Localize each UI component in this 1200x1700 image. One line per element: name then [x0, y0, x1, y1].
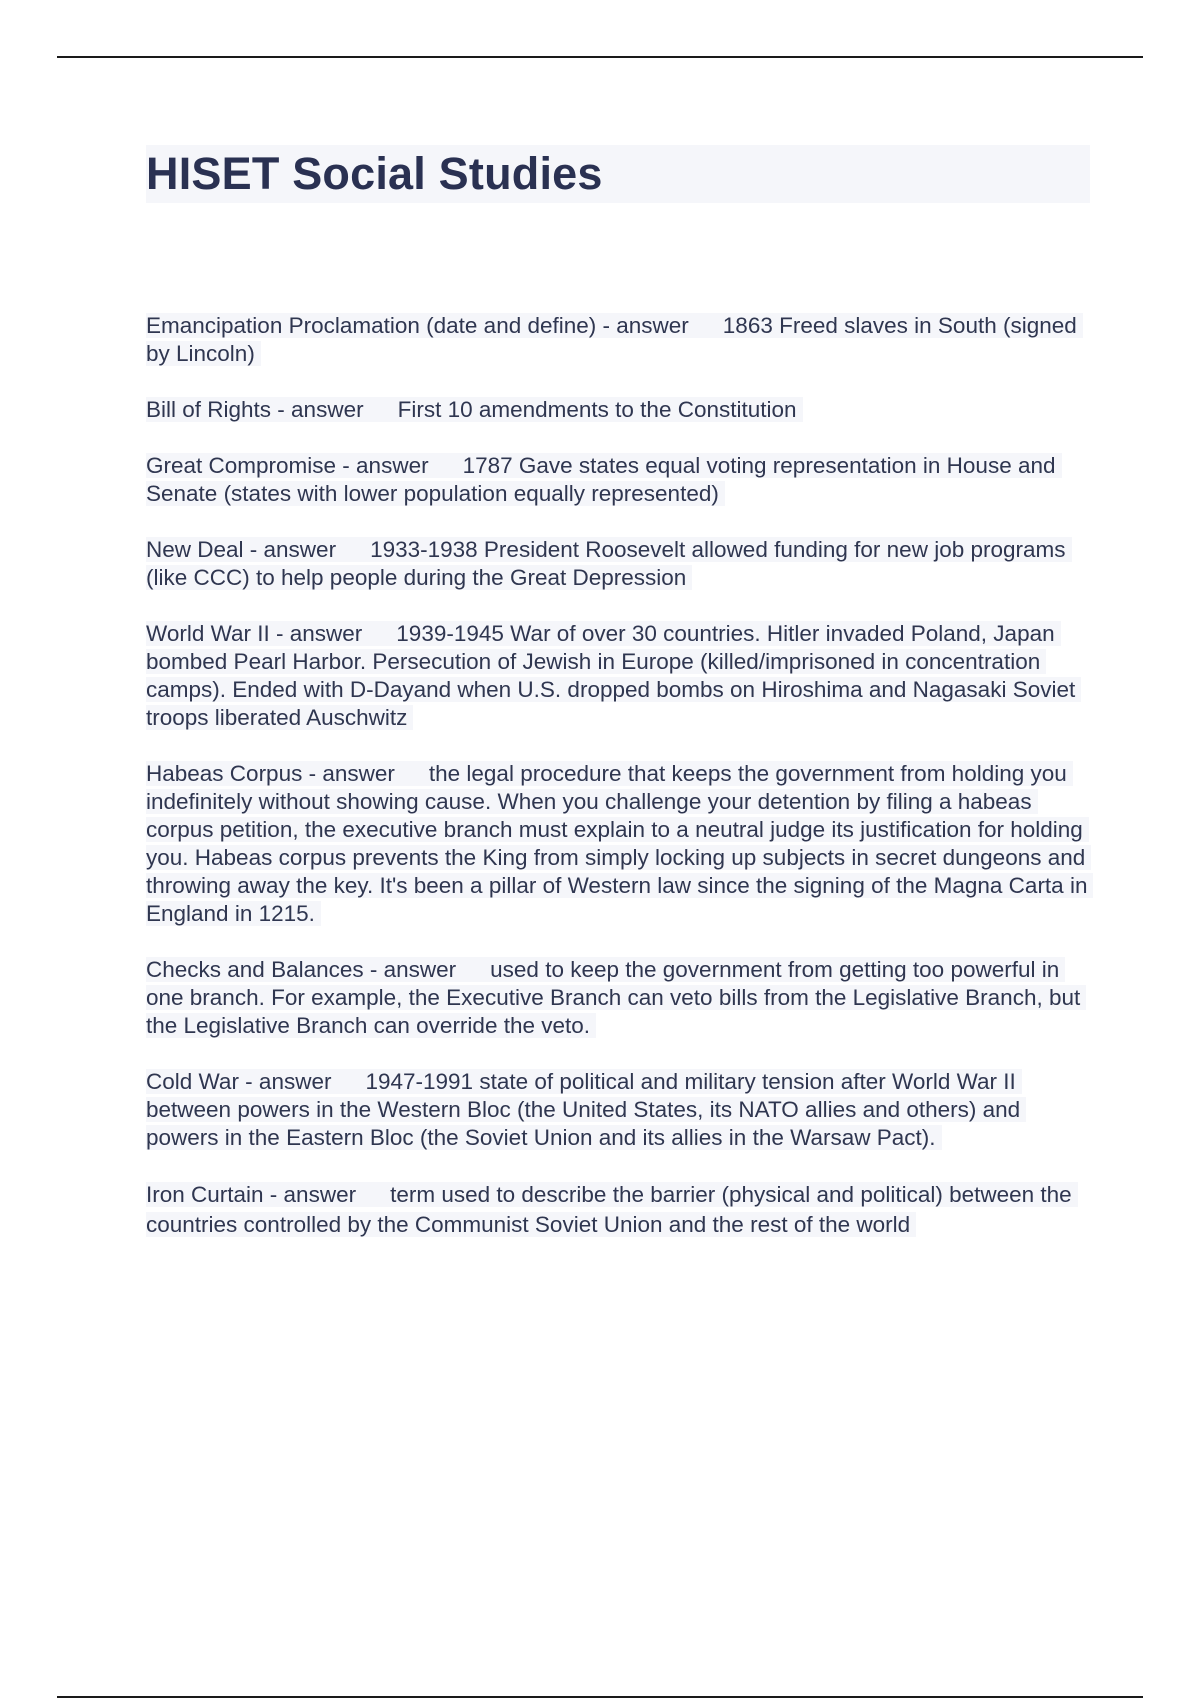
flashcard-definition: 1947-1991 state of political and military tension after World War II between powers in the Western Bloc (the United States, its NATO allies and others) and powers in the Eastern Bloc (the Soviet Union and its allies in the Warsaw Pact). [146, 1069, 1021, 1150]
flashcard-item [146, 620, 1092, 732]
flashcard-definition: 1933-1938 President Roosevelt allowed funding for new job programs (like CCC) to help people during the Great Depression [146, 537, 1066, 590]
flashcard-text [146, 621, 1081, 730]
flashcard-list [146, 312, 1092, 1268]
flashcard-term: Habeas Corpus - answer [146, 761, 395, 786]
flashcard-text [146, 537, 1072, 590]
flashcard-item [146, 536, 1092, 592]
flashcard-term: New Deal - answer [146, 537, 337, 562]
flashcard-item [146, 1068, 1092, 1152]
flashcard-item [146, 396, 1092, 424]
flashcard-text [146, 957, 1086, 1038]
flashcard-definition: term used to describe the barrier (physical and political) between the countries controlled by the Communist Soviet Union and the rest of the world [146, 1182, 1072, 1237]
flashcard-definition: 1863 Freed slaves in South (signed by Lincoln) [146, 313, 1077, 366]
flashcard-term: Great Compromise - answer [146, 453, 429, 478]
flashcard-item [146, 452, 1092, 508]
flashcard-definition: the legal procedure that keeps the government from holding you indefinitely without showing cause. When you challenge your detention by filing a habeas corpus petition, the executive branch must explain to a neutral judge its justification for holding you. Habeas corpus prevents the King from simply locking up subjects in secret dungeons and throwing away the key. It's been a pillar of Western law since the signing of the Magna Carta in England in 1215. [146, 761, 1088, 926]
footer-rule [57, 1696, 1143, 1698]
flashcard-text [146, 313, 1083, 366]
flashcard-definition: First 10 amendments to the Constitution [397, 397, 797, 422]
flashcard-text [146, 397, 803, 422]
header-rule [57, 56, 1143, 58]
flashcard-term: Iron Curtain - answer [146, 1182, 357, 1207]
flashcard-item [146, 1180, 1092, 1240]
flashcard-item [146, 312, 1092, 368]
flashcard-text [146, 453, 1062, 506]
flashcard-definition: used to keep the government from getting too powerful in one branch. For example, the Executive Branch can veto bills from the Legislative Branch, but the Legislative Branch can override the veto. [146, 957, 1081, 1038]
flashcard-text [146, 1069, 1026, 1150]
flashcard-term: Cold War - answer [146, 1069, 332, 1094]
flashcard-item [146, 956, 1092, 1040]
flashcard-term: World War II - answer [146, 621, 363, 646]
flashcard-text [146, 761, 1093, 926]
flashcard-text [146, 1182, 1078, 1237]
flashcard-term: Emancipation Proclamation (date and define) - answer [146, 313, 689, 338]
flashcard-definition: 1787 Gave states equal voting representation in House and Senate (states with lower population equally represented) [146, 453, 1056, 506]
flashcard-term: Checks and Balances - answer [146, 957, 457, 982]
page-title: HISET Social Studies [146, 148, 603, 199]
flashcard-item [146, 760, 1092, 928]
flashcard-definition: 1939-1945 War of over 30 countries. Hitler invaded Poland, Japan bombed Pearl Harbor. Persecution of Jewish in Europe (killed/imprisoned in concentration camps). Ended with D-Dayand when U.S. dropped bombs on Hiroshima and Nagasaki Soviet troops liberated Auschwitz [146, 621, 1076, 730]
flashcard-term: Bill of Rights - answer [146, 397, 364, 422]
